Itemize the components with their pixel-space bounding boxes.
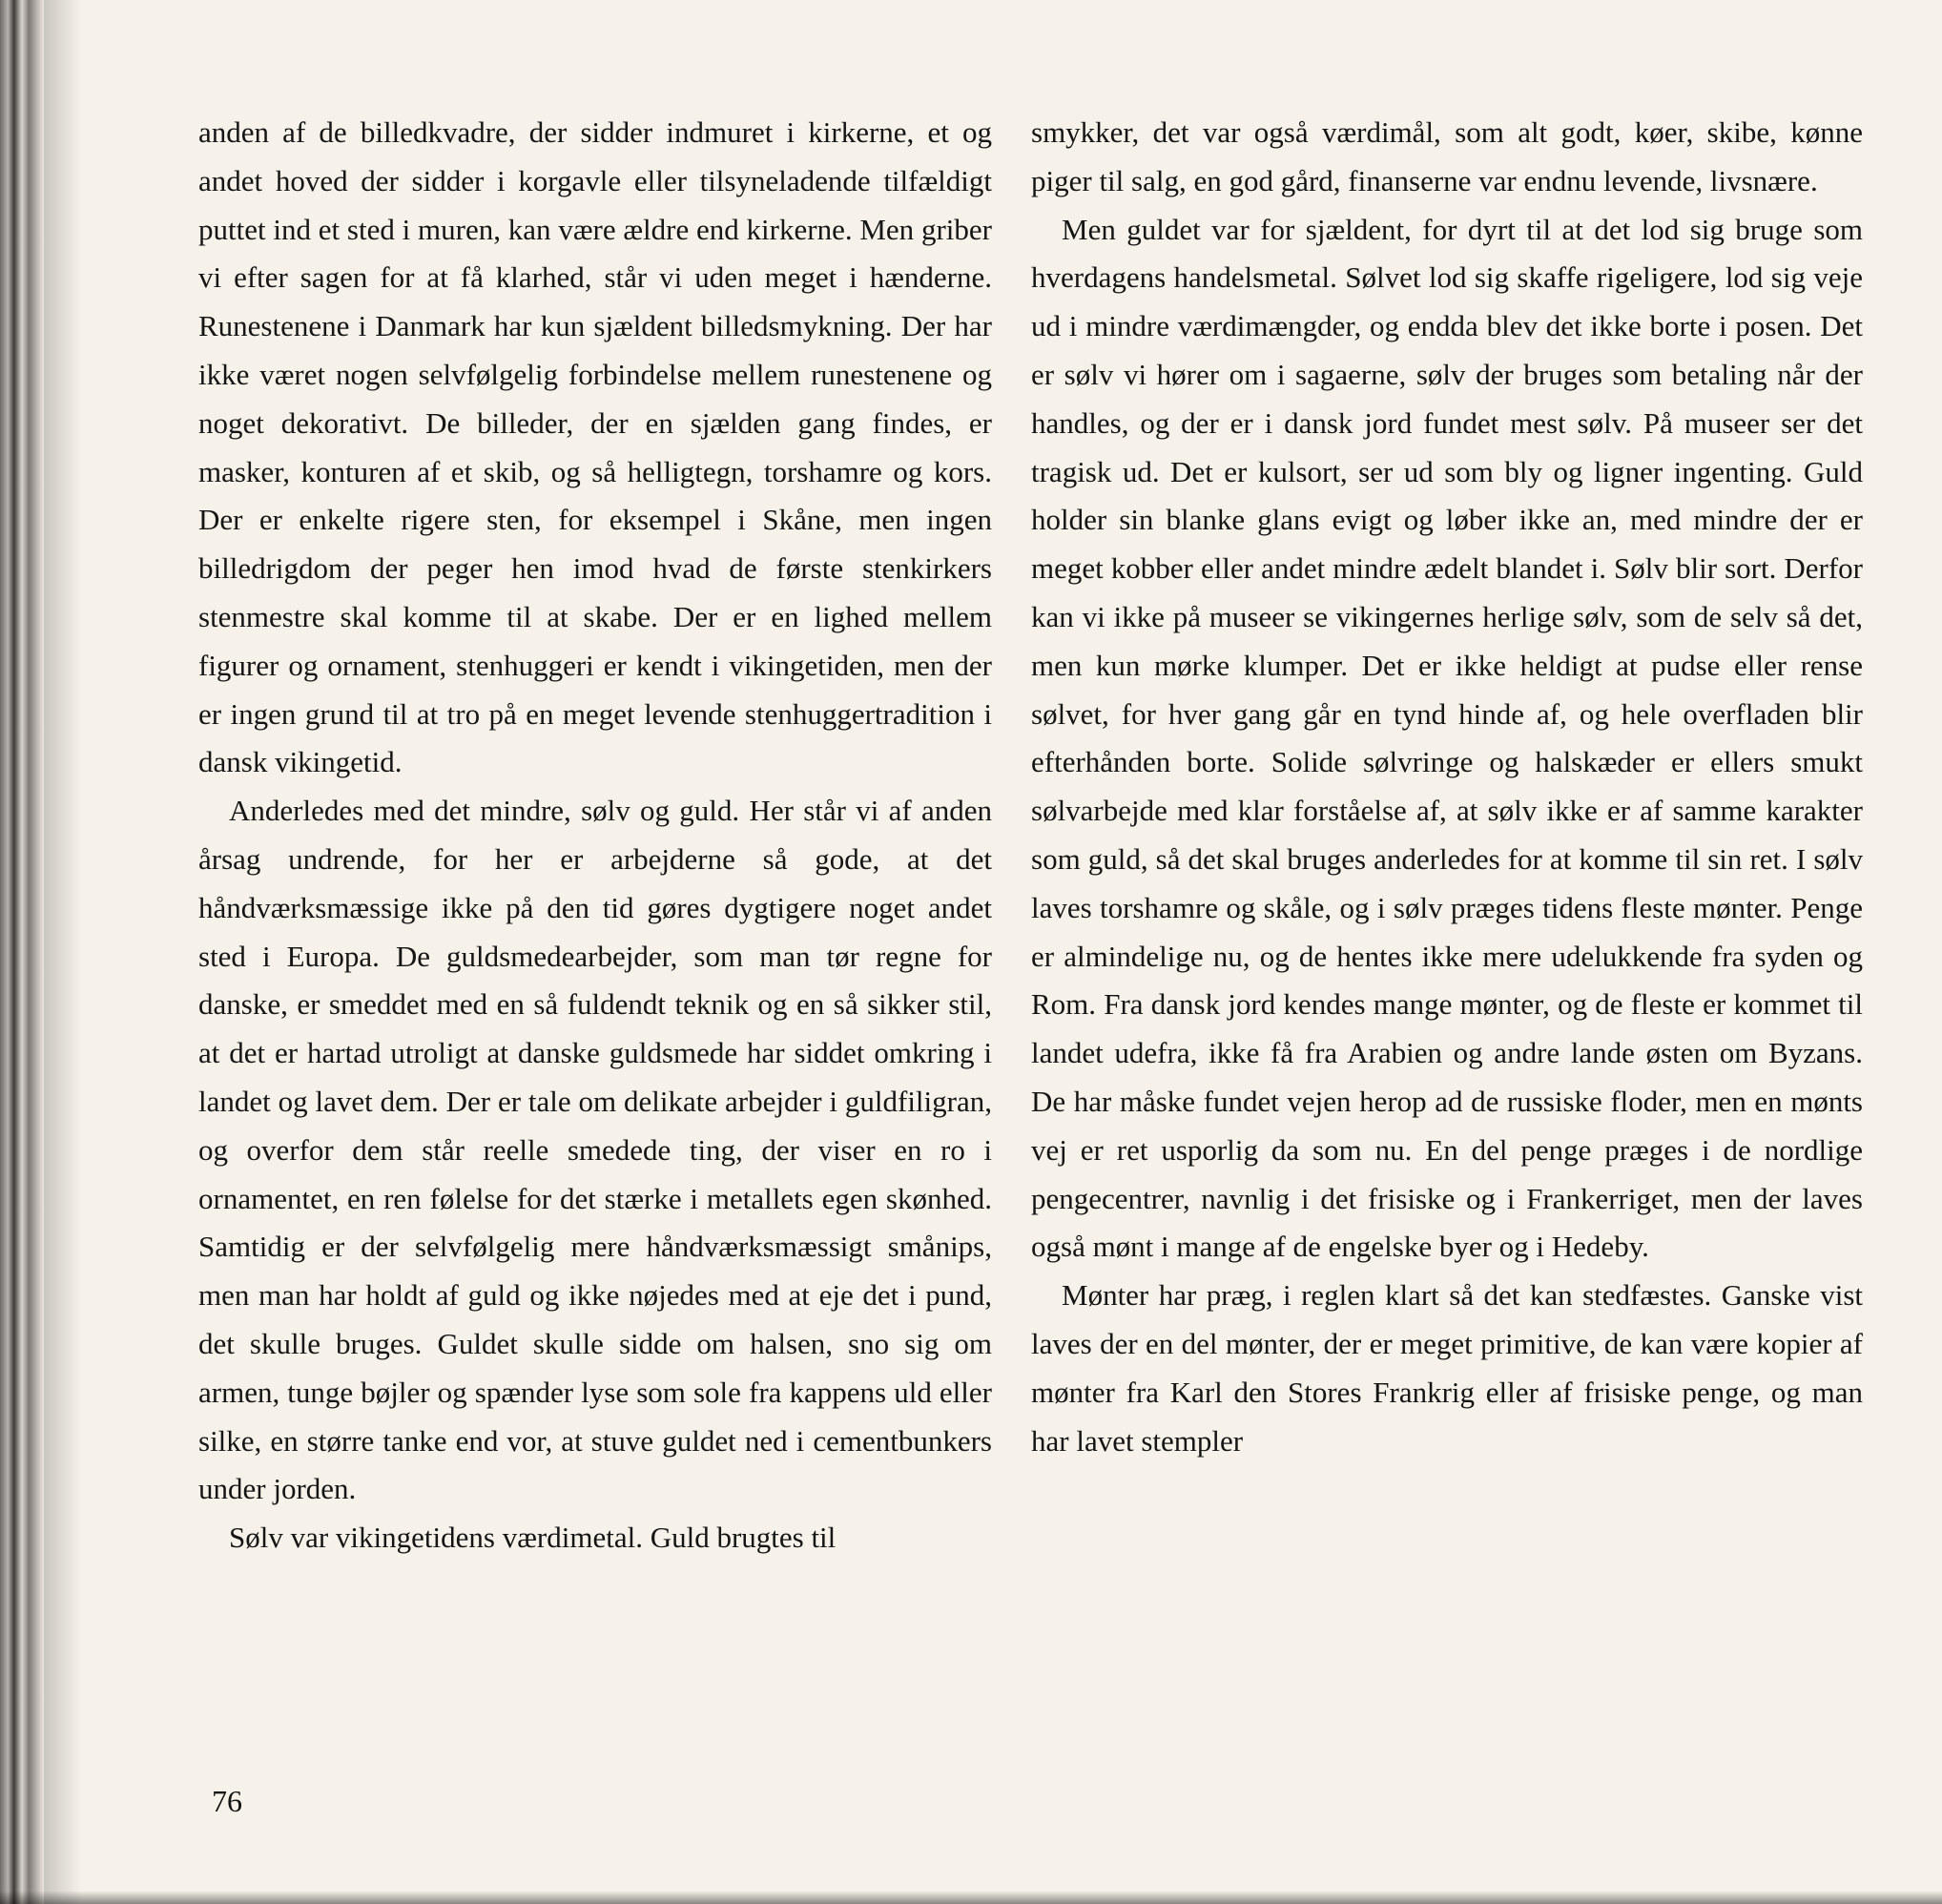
- page-bottom-edge: [0, 1891, 1942, 1904]
- paragraph: Mønter har præg, i reglen klart så det kan stedfæstes. Ganske vist laves der en del mønter, der er meget primitive, de kan være kopier af mønter fra Karl den Stores Frankrig eller af frisiske penge, og man har lavet stempler: [1031, 1278, 1863, 1458]
- paragraph: anden af de billedkvadre, der sidder indmuret i kirkerne, et og andet hoved der sidder i korgavle eller tilsyneladende tilfældigt puttet ind et sted i muren, kan være ældre end kirkerne. Men griber vi efter sagen for at få klarhed, står vi uden meget i hænderne. Runestenene i Danmark har kun sjældent billedsmykning. Der har ikke været nogen selvfølgelig forbindelse mellem runestenene og noget dekorativt. De billeder, der en sjælden gang findes, er masker, konturen af et skib, og så helligtegn, torshamre og kors. Der er enkelte rigere sten, for eksempel i Skåne, men ingen billedrigdom der peger hen imod hvad de første stenkirkers stenmestre skal komme til at skabe. Der er en lighed mellem figurer og ornament, stenhuggeri er kendt i vikingetiden, men der er ingen grund til at tro på en meget levende stenhuggertradition i dansk vikingetid.: [198, 115, 992, 779]
- page-number: 76: [212, 1784, 242, 1818]
- right-text-column: [1031, 109, 1863, 1465]
- left-text-column: [198, 109, 992, 1563]
- paragraph: Men guldet var for sjældent, for dyrt til at det lod sig bruge som hverdagens handelsmetal. Sølvet lod sig skaffe rigeligere, lod sig veje ud i mindre værdimængder, og endda blev det ikke borte i posen. Det er sølv vi hører om i sagaerne, sølv der bruges som betaling når der handles, og der er i dansk jord fundet mest sølv. På museer ser det tragisk ud. Det er kulsort, ser ud som bly og ligner ingenting. Guld holder sin blanke glans evigt og løber ikke an, med mindre der er meget kobber eller andet mindre ædelt blandet i. Sølv blir sort. Derfor kan vi ikke på museer se vikingernes herlige sølv, som de selv så det, men kun mørke klumper. Det er ikke heldigt at pudse eller rense sølvet, for hver gang går en tynd hinde af, og hele overfladen blir efterhånden borte. Solide sølvringe og halskæder er ellers smukt sølvarbejde med klar forståelse af, at sølv ikke er af samme karakter som guld, så det skal bruges anderledes for at komme til sin ret. I sølv laves torshamre og skåle, og i sølv præges tidens fleste mønter. Penge er almindelige nu, og de hentes ikke mere udelukkende fra syden og Rom. Fra dansk jord kendes mange mønter, og de fleste er kommet til landet udefra, ikke få fra Arabien og andre lande østen om Byzans. De har måske fundet vejen herop ad de russiske floder, men en mønts vej er ret usporlig da som nu. En del penge præges i de nordlige pengecentrer, navnlig i det frisiske og i Frankerriget, men der laves også mønt i mange af de engelske byer og i Hedeby.: [1031, 212, 1863, 1264]
- paragraph: Sølv var vikingetidens værdimetal. Guld brugtes til: [229, 1521, 837, 1555]
- paragraph: Anderledes med det mindre, sølv og guld. Her står vi af anden årsag undrende, for her er arbejderne så gode, at det håndværksmæssige ikke på den tid gøres dygtigere noget andet sted i Europa. De guldsmedearbejder, som man tør regne for danske, er smeddet med en så fuldendt teknik og en så sikker stil, at det er hartad utroligt at danske guldsmede har siddet omkring i landet og lavet dem. Der er tale om delikate arbejder i guldfiligran, og overfor dem står reelle smedede ting, der viser en ro i ornamentet, en ren følelse for det stærke i metallets egen skønhed. Samtidig er der selvfølgelig mere håndværksmæssigt smånips, men man har holdt af guld og ikke nøjedes med at eje det i pund, det skulle bruges. Guldet skulle sidde om halsen, sno sig om armen, tunge bøjler og spænder lyse som sole fra kappens uld eller silke, en større tanke end vor, at stuve guldet ned i cementbunkers under jorden.: [198, 794, 992, 1506]
- paragraph: smykker, det var også værdimål, som alt godt, køer, skibe, kønne piger til salg, en god gård, finanserne var endnu levende, livsnære.: [1031, 115, 1863, 197]
